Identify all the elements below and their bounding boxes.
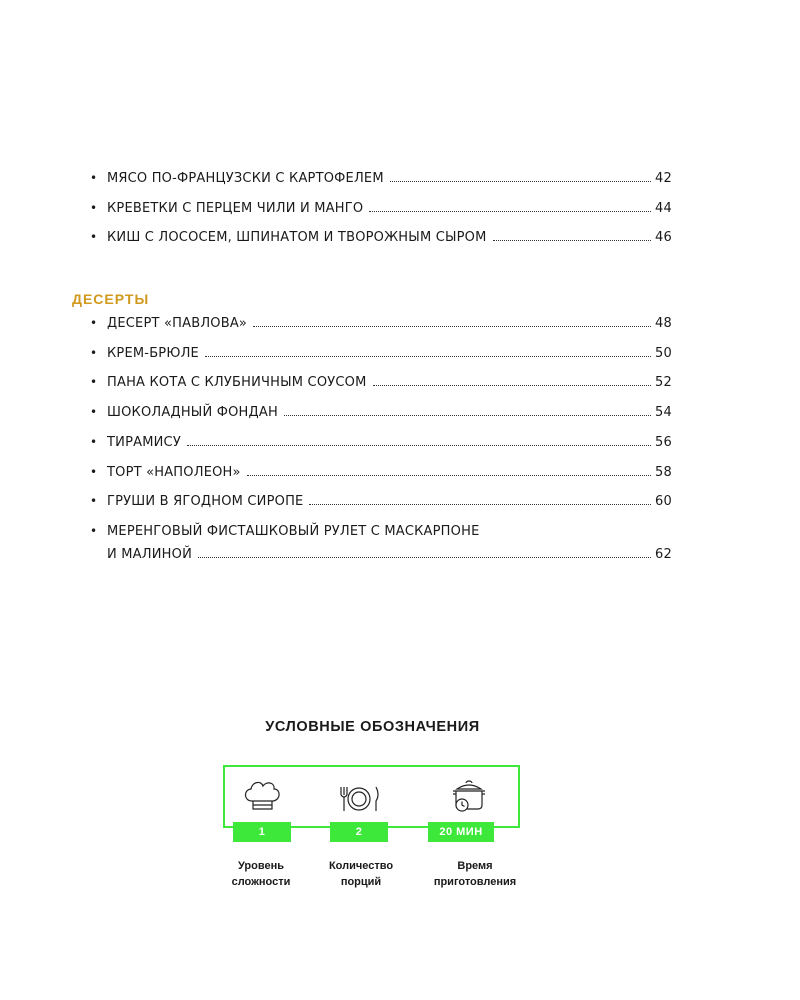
bullet: • [90,316,98,331]
toc-entry-title: МЯСО ПО-ФРАНЦУЗСКИ С КАРТОФЕЛЕМ [107,171,384,186]
toc-entry-page: 58 [655,464,672,480]
toc-entry-page: 44 [655,200,672,216]
bullet: • [90,200,98,215]
caption-servings: Количество порций [328,860,394,888]
plate-cutlery-icon [332,777,386,817]
dot-leader [198,556,651,558]
bullet: • [90,523,98,538]
toc-entry[interactable] [90,524,672,577]
toc-entry[interactable] [90,465,672,495]
legend-box [223,765,520,838]
toc-entry-title: КИШ С ЛОСОСЕМ, ШПИНАТОМ И ТВОРОЖНЫМ СЫРОМ [107,230,487,246]
toc-entry-title: ДЕСЕРТ «ПАВЛОВА» [107,316,248,332]
caption-difficulty: Уровень сложности [231,860,291,888]
toc-entry-page: 62 [655,546,672,562]
bullet: • [90,405,98,420]
toc-entry[interactable] [90,346,672,376]
toc-entry-title: ГРУШИ В ЯГОДНОМ СИРОПЕ [107,494,304,510]
dot-leader [373,384,652,386]
bullet: • [90,171,98,185]
dot-leader [187,444,651,446]
time-badge: 20 МИН [428,822,494,842]
toc-entry-page: 52 [655,375,672,391]
toc-entry-title: КРЕМ-БРЮЛЕ [107,345,199,361]
chef-hat-icon [235,777,289,817]
dot-leader [493,239,652,241]
toc-entry[interactable] [90,230,672,260]
toc-entry-title: ТОРТ «НАПОЛЕОН» [107,464,241,480]
bullet: • [90,494,98,509]
toc-entry-page: 60 [655,494,672,510]
dot-leader [284,414,651,416]
dot-leader [247,474,651,476]
dot-leader [309,503,651,505]
caption-time: Время приготовления [433,860,517,888]
bullet: • [90,434,98,449]
bullet: • [90,375,98,390]
legend-title: УСЛОВНЫЕ ОБОЗНАЧЕНИЯ [265,719,480,735]
table-of-contents [72,171,672,577]
pot-clock-icon [441,777,495,817]
bullet: • [90,464,98,479]
toc-entry-title: МЕРЕНГОВЫЙ ФИСТАШКОВЫЙ РУЛЕТ С МАСКАРПОНЕ [107,523,480,539]
dot-leader [390,180,651,182]
toc-entry-page: 50 [655,345,672,361]
toc-entry[interactable] [90,405,672,435]
dot-leader [253,325,651,327]
toc-entry-page: 46 [655,230,672,246]
toc-entry-page: 48 [655,316,672,332]
toc-entry-page: 42 [655,171,672,186]
toc-entry-page: 56 [655,434,672,450]
toc-entry-title: ПАНА КОТА С КЛУБНИЧНЫМ СОУСОМ [107,375,367,391]
toc-entry[interactable] [90,316,672,346]
bullet: • [90,230,98,245]
bullet: • [90,345,98,360]
toc-entry[interactable] [90,171,672,201]
dot-leader [369,210,651,212]
toc-entry-title: КРЕВЕТКИ С ПЕРЦЕМ ЧИЛИ И МАНГО [107,200,364,216]
toc-entry[interactable] [90,435,672,465]
dot-leader [205,355,651,357]
toc-entry-title: ТИРАМИСУ [107,434,181,450]
toc-entry-title: ШОКОЛАДНЫЙ ФОНДАН [107,405,278,421]
toc-entry[interactable] [90,201,672,231]
toc-entry-title-cont: И МАЛИНОЙ [107,546,192,562]
servings-badge: 2 [330,822,388,842]
toc-entry-page: 54 [655,405,672,421]
difficulty-badge: 1 [233,822,291,842]
toc-entry[interactable] [90,375,672,405]
toc-entry[interactable] [90,494,672,524]
section-heading-desserts: ДЕСЕРТЫ [72,291,150,308]
